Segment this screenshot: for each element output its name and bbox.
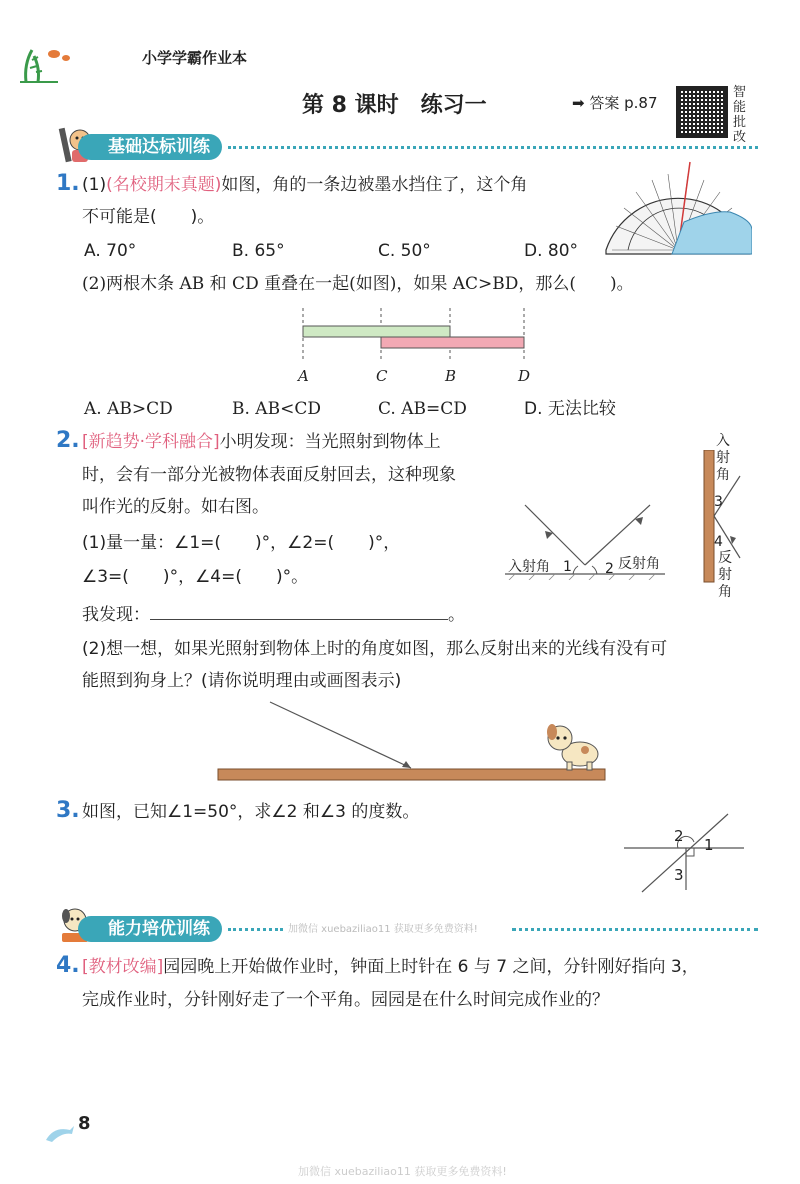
smart-grading-char: 智 [733,85,747,100]
wall-incident-label [716,433,732,484]
q1-option-d[interactable]: D. 80° [524,241,579,261]
book-title: 小学学霸作业本 [142,49,248,67]
answer-ref-text: 答案 p.87 [589,94,658,112]
q2-think-line2: 能照到狗身上？(请你说明理由或画图表示) [82,671,402,691]
question-number: 1. [56,171,80,196]
book-logo-icon [18,44,78,84]
reflect-angle-label: 反射角 [618,556,660,572]
angle-4-label: 4 [714,534,723,550]
q4-line1 [82,955,699,979]
intersecting-lines-figure [624,810,749,895]
section-divider-basic [228,146,758,149]
q2-think-line1: (2)想一想，如果光照射到物体上时的角度如图，那么反射出来的光线有没有可 [82,639,668,659]
q4-line2: 完成作业时，分针刚好走了一个平角。园园是在什么时间完成作业的？ [82,990,609,1010]
qr-code[interactable] [676,86,728,138]
answer-ref [572,91,658,115]
q2-text-a: 小明发现：当光照射到物体上 [219,432,441,452]
angle-2-label: 2 [605,561,614,577]
q4-text-a: 园园晚上开始做作业时，钟面上时针在 6 与 7 之间，分针刚好指向 3， [163,957,699,977]
q2-line3: 叫作光的反射。如右图。 [82,497,269,517]
question-number: 4. [56,953,80,978]
section-divider-advanced-tail [512,928,758,931]
stick-label-d: D [518,367,531,385]
question-number: 3. [56,798,80,823]
q1-part2-option-d[interactable]: D. 无法比较 [524,399,616,419]
q1-option-c[interactable]: C. 50° [378,241,431,261]
stick-label-a: A [298,367,309,385]
wall-reflect-label [718,550,734,601]
q3-text: 如图，已知∠1=50°，求∠2 和∠3 的度数。 [82,802,420,822]
footer-watermark: 加微信 xuebaziliao11 获取更多免费资料! [298,1165,507,1178]
section-banner-basic: 基础达标训练 [78,134,222,160]
q2-measure-line1: (1)量一量：∠1=( )°，∠2=( )°， [82,533,401,553]
wall-reflect-char: 射 [718,567,732,583]
incident-angle-label: 入射角 [508,559,550,575]
dog-plank-figure [215,698,607,782]
page-number: 8 [78,1113,91,1134]
source-tag: (名校期末真题) [106,175,222,195]
wall-reflect-char: 角 [718,584,732,600]
wall-reflect-char: 反 [718,550,732,566]
question-number: 2. [56,428,80,453]
smart-grading-char: 能 [733,100,747,115]
section-watermark: 加微信 xuebaziliao11 获取更多免费资料! [288,924,478,935]
dog-icon [547,724,598,770]
section-banner-advanced: 能力培优训练 [78,916,222,942]
discover-label: 我发现： [82,605,150,625]
section-divider-advanced [228,928,283,931]
q1-part2-option-c[interactable]: C. AB=CD [378,399,467,419]
q2-measure-line2: ∠3=( )°，∠4=( )°。 [82,567,309,587]
dolphin-icon [44,1122,76,1144]
q2-discover-line [82,601,465,627]
discover-end: 。 [448,605,465,625]
q1-option-b[interactable]: B. 65° [232,241,285,261]
source-tag: [教材改编] [82,957,164,977]
q1-part2-option-a[interactable]: A. AB>CD [84,399,173,419]
stick-label-c: C [376,367,388,385]
lesson-title: 第 8 课时 练习一 [302,93,487,118]
q1-part1-line1 [82,173,527,197]
q1-part1-text: 如图，角的一条边被墨水挡住了，这个角 [221,175,528,195]
arrow-right-icon: ➡ [572,94,585,112]
q1-option-a[interactable]: A. 70° [84,241,137,261]
smart-grading-char: 改 [733,130,747,145]
q1-part1-prefix: (1) [82,175,107,195]
wall-incident-char: 角 [716,467,730,483]
q1-part1-line2: 不可能是( )。 [82,207,215,227]
source-tag: [新趋势·学科融合] [82,432,220,452]
stick-label-b: B [445,367,457,385]
intersect-label-3: 3 [674,866,684,884]
wall-incident-char: 射 [716,450,730,466]
angle-3-label: 3 [714,494,723,510]
angle-1-label: 1 [563,559,572,575]
discover-answer-blank[interactable] [150,601,448,620]
sticks-figure [296,308,536,388]
smart-grading-char: 批 [733,115,747,130]
q2-line1 [82,430,441,454]
intersect-label-2: 2 [674,827,684,845]
q1-part2-option-b[interactable]: B. AB<CD [232,399,321,419]
q2-line2: 时，会有一部分光被物体表面反射回去，这种现象 [82,465,456,485]
protractor-figure [602,160,752,256]
intersect-label-1: 1 [704,836,714,854]
smart-grading [733,85,749,145]
wall-incident-char: 入 [716,433,730,449]
q1-part2-text: (2)两根木条 AB 和 CD 重叠在一起(如图)，如果 AC>BD，那么( )。 [82,274,634,294]
